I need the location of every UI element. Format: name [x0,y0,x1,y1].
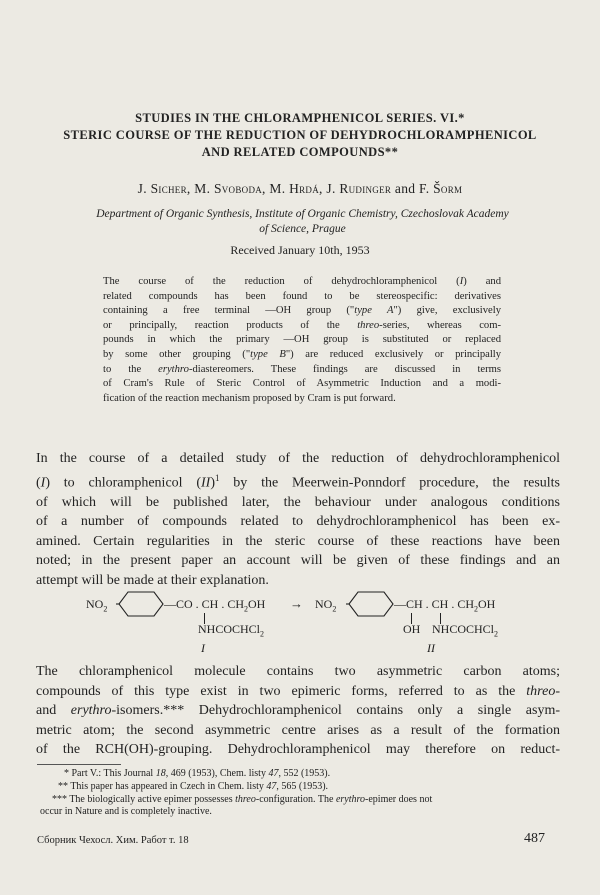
abstract-line: of Cram's Rule of Steric Control of Asymmetric Induction and a modi- [103,378,501,390]
label-compound-I: I [201,641,205,655]
author-initial: F. [419,181,430,196]
title-line-1: STUDIES IN THE CHLORAMPHENICOL SERIES. VI.* [135,111,465,125]
footnote-2: ** This paper has appeared in Czech in Chem. listy 47, 565 (1953). [58,781,329,792]
body-line: noted; in the present paper an account will be given of these findings and an [36,553,560,569]
author-list: J. Sicher, M. Svoboda, M. Hrdá, J. Rudinger and F. Šorm [137,181,463,196]
footnote-3-continued: occur in Nature and is completely inactive. [40,806,212,817]
abstract-line: to the erythro-diastereomers. These findings are discussed in terms [103,363,501,375]
author-name: Svoboda [213,181,263,196]
substituent-right: NHCOCHCl$_2$ [432,622,499,639]
abstract-line: or principally, reaction products of the threo-series, whereas com- [103,319,501,331]
author-initial: J. [137,181,147,196]
footnote-rule [37,764,121,765]
author-name: Hrdá [289,181,320,196]
abstract-line: pounds in which the primary —OH group is substituted or replaced [103,334,501,346]
body-line: The chloramphenicol molecule contains two asymmetric carbon atoms; [36,664,560,679]
author-and: and [394,181,416,196]
affiliation-line-1: Department of Organic Synthesis, Institute of Organic Chemistry, Czechoslovak Academy [96,208,509,220]
author-initial: J. [326,181,336,196]
body-line: and erythro-isomers.*** Dehydrochloramphenicol contains only a single asym- [36,703,560,718]
title-line-3: AND RELATED COMPOUNDS** [201,145,399,159]
author-initial: M. [194,181,211,196]
body-line: In the course of a detailed study of the reduction of dehydrochloramphenicol [36,451,560,466]
page-number: 487 [524,831,545,846]
received-date: Received January 10th, 1953 [230,243,370,257]
body-line: of a number of compounds related to dehydrochloramphenicol has been ex- [36,514,560,530]
body-line: metric atom; the second asymmetric centre arises as a result of the formation [36,722,560,738]
author-name: Rudinger [339,181,392,196]
body-line: of which will be published later, the behaviour under analogous conditions [36,494,560,510]
body-line: amined. Certain regularities in the steric course of these reactions have been [36,533,560,549]
body-line: (I) to chloramphenicol (II)$^1$ by the Meerwein-Ponndorf procedure, the results [36,472,561,491]
abstract [103,275,501,406]
abstract-line: related compounds has been found to be stereospecific: derivatives [103,290,501,302]
title-line-2: STERIC COURSE OF THE REDUCTION OF DEHYDROCHLORAMPHENICOL [63,128,537,142]
paragraph-1 [36,449,560,590]
abstract-line: containing a free terminal —OH group ("type A") give, exclusively [103,305,501,317]
nitro-group-left: $NO_2$ [86,597,108,614]
benzene-ring-left [116,590,166,618]
substituent-left: NHCOCHCl$_2$ [198,622,265,639]
body-line: compounds of this type exist in two epimeric forms, referred to as the threo- [36,683,560,699]
journal-footer: Сборник Чехосл. Хим. Работ т. 18 [37,835,189,846]
footnote-3: *** The biologically active epimer possesses threo-configuration. The erythro-epimer does not [52,794,433,805]
abstract-line: fication of the reaction mechanism proposed by Cram is put forward. [103,392,396,404]
nitro-group-right: $NO_2$ [315,597,337,614]
body-line: attempt will be made at their explanation. [36,572,269,588]
reaction-arrow: → [290,596,303,611]
body-line: of the RCH(OH)-grouping. Dehydrochloramphenicol may therefore on reduct- [36,742,560,757]
hydroxyl-right: OH [403,622,421,636]
label-compound-II: II [427,641,435,655]
abstract-line: The course of the reduction of dehydrochloramphenicol (I) and [103,276,501,287]
author-name: Sicher [150,181,187,196]
paragraph-2 [36,662,560,760]
reaction-scheme [0,588,600,658]
chain-left: —CO . CH . $CH_2OH$ [164,597,266,614]
author-name: Šorm [433,181,463,196]
footnote-1: * Part V.: This Journal 18, 469 (1953), Chem. listy 47, 552 (1953). [64,768,331,779]
affiliation-line-2: of Science, Prague [259,223,346,235]
benzene-ring-right [346,590,396,618]
author-initial: M. [269,181,286,196]
chain-right: —CH . CH . $CH_2OH$ [394,597,496,614]
abstract-line: by some other grouping ("type B") are reduced exclusively or principally [103,348,502,360]
affiliation [40,207,565,237]
